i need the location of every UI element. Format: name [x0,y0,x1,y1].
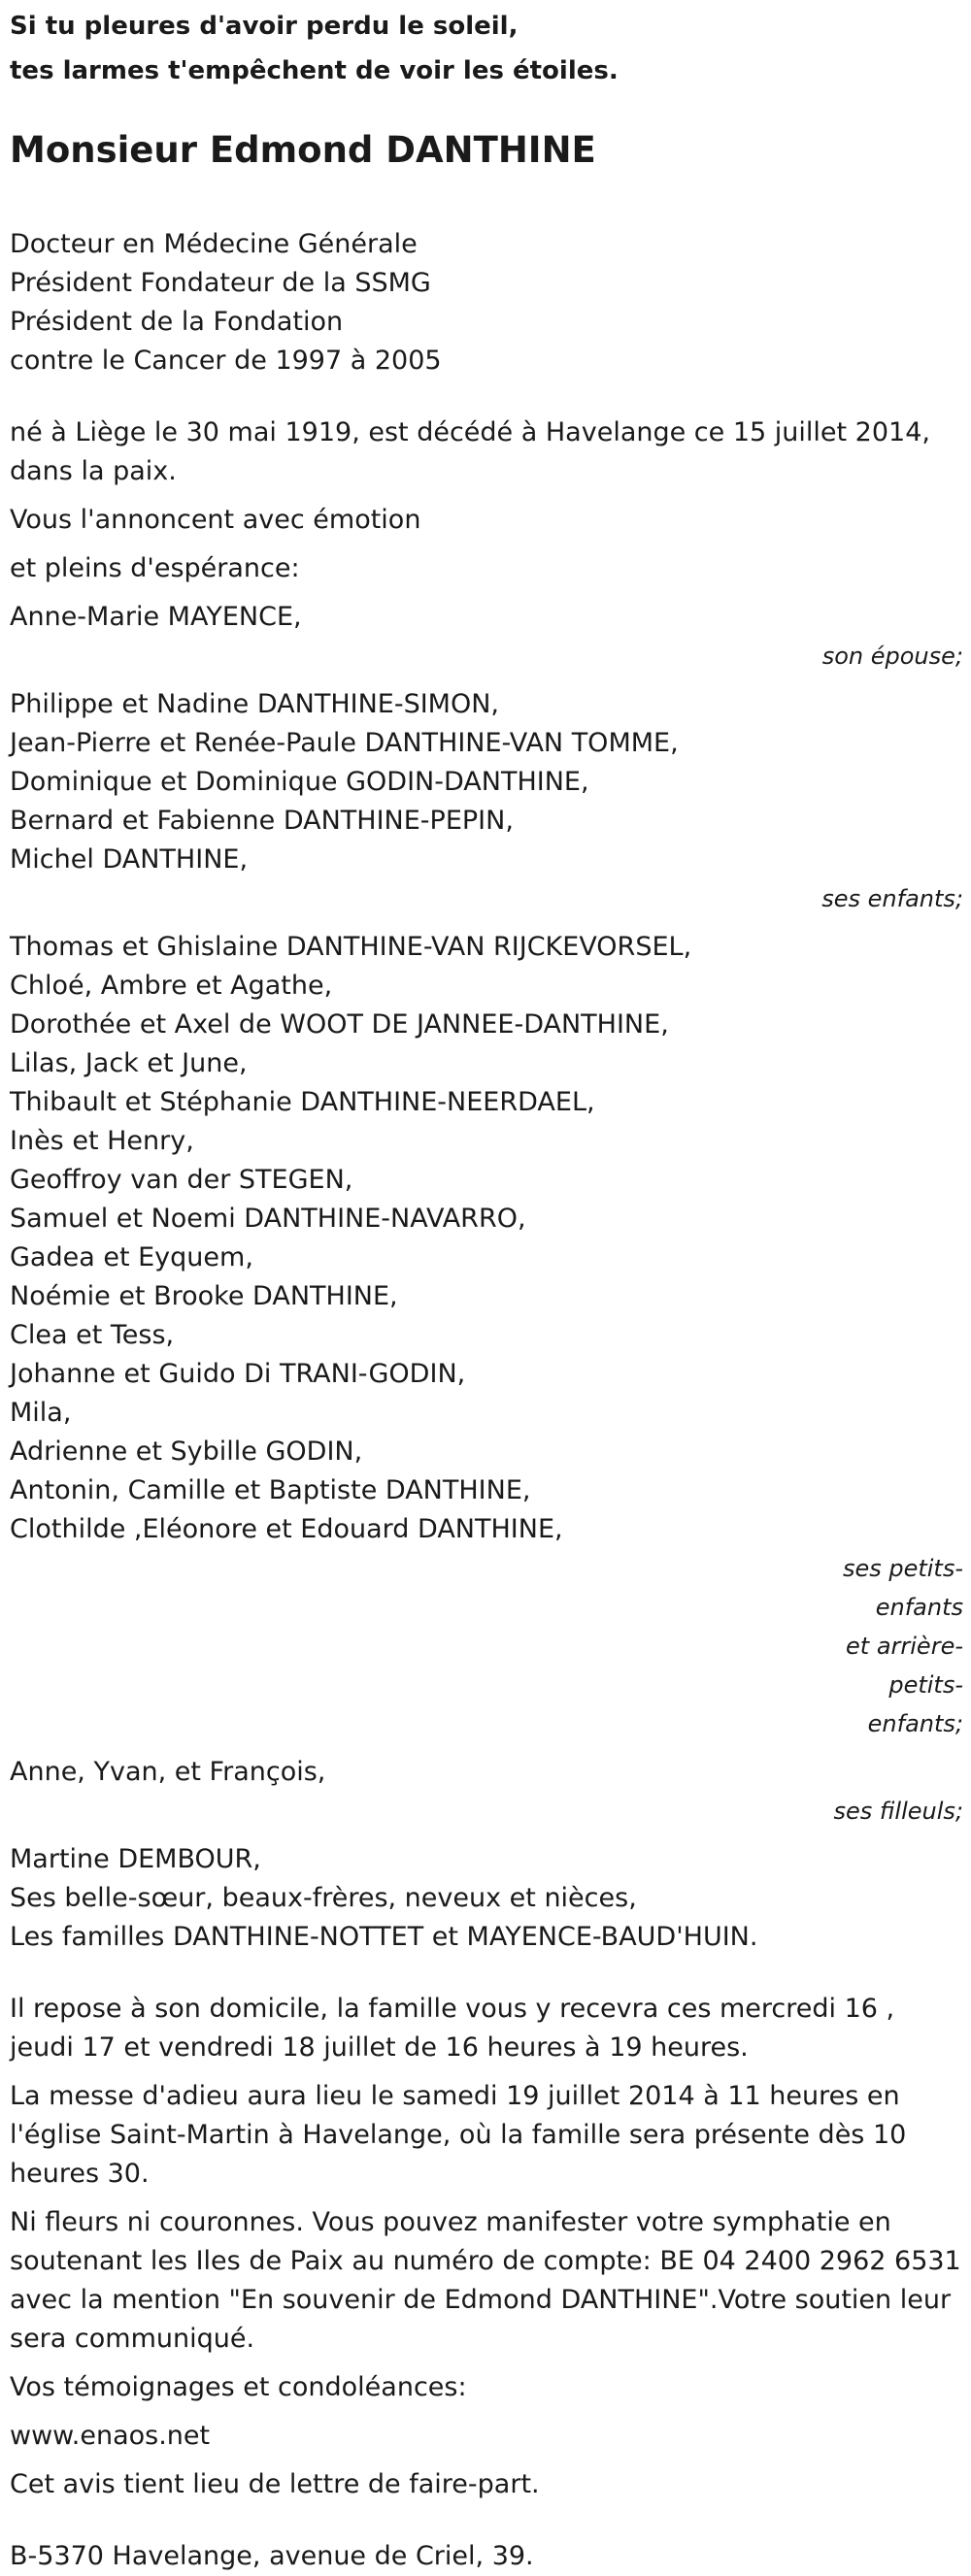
family-member: Michel DANTHINE, [10,844,249,875]
family-member: Bernard et Fabienne DANTHINE-PEPIN, [10,806,514,836]
announce-line-2: et pleins d'espérance: [10,553,300,583]
family-member: Geoffroy van der STEGEN, [10,1165,353,1195]
relation-label-line: ses petits-enfants [842,1555,963,1621]
family-member: Chloé, Ambre et Agathe, [10,971,333,1001]
relation-label: son épouse; [821,643,963,670]
relation-label-line: et arrière-petits- [846,1633,963,1699]
funeral-mass-info: La messe d'adieu aura lieu le samedi 19 juillet 2014 à 11 heures en l'église Saint-Martin à Havelange, où la famille sera présente dès 10 heures 30. [10,2081,907,2189]
godchildren-group [10,1753,963,1831]
family-member: Dominique et Dominique GODIN-DANTHINE, [10,767,589,797]
relation-label: ses enfants; [821,885,963,912]
other-relatives [10,1840,963,1957]
family-member: Dorothée et Axel de WOOT DE JANNEE-DANTHINE, [10,1009,669,1040]
website-link[interactable]: www.enaos.net [10,2421,211,2451]
family-member: Anne, Yvan, et François, [10,1757,326,1787]
epigraph-line-2: tes larmes t'empêchent de voir les étoiles. [10,56,619,85]
family-member: Clothilde ,Eléonore et Edouard DANTHINE, [10,1514,563,1544]
family-member: Antonin, Camille et Baptiste DANTHINE, [10,1475,531,1505]
family-member: Anne-Marie MAYENCE, [10,602,302,632]
epigraph-line-1: Si tu pleures d'avoir perdu le soleil, [10,12,519,41]
title-line: contre le Cancer de 1997 à 2005 [10,346,442,376]
birth-death-statement: né à Liège le 30 mai 1919, est décédé à Havelange ce 15 juillet 2014, dans la paix. [10,417,930,486]
family-member: Mila, [10,1398,72,1428]
relation-label: ses filleuls; [833,1798,963,1825]
family-member: Clea et Tess, [10,1320,175,1350]
family-member: Gadea et Eyquem, [10,1242,253,1272]
family-member: Samuel et Noemi DANTHINE-NAVARRO, [10,1204,526,1234]
family-member: Johanne et Guido Di TRANI-GODIN, [10,1359,466,1389]
family-member: Martine DEMBOUR, [10,1844,261,1874]
family-member: Jean-Pierre et Renée-Paule DANTHINE-VAN TOMME, [10,728,679,758]
family-member: Adrienne et Sybille GODIN, [10,1437,363,1467]
family-member: Ses belle-sœur, beaux-frères, neveux et nièces, [10,1883,637,1913]
deceased-titles [10,225,963,380]
title-line: Docteur en Médecine Générale [10,229,418,259]
family-member: Thibault et Stéphanie DANTHINE-NEERDAEL, [10,1087,595,1117]
obituary-notice [10,0,963,2576]
address: B-5370 Havelange, avenue de Criel, 39. [10,2541,534,2571]
grandchildren-group [10,928,963,1743]
relation-label-line: enfants; [867,1710,963,1737]
family-member: Noémie et Brooke DANTHINE, [10,1281,398,1311]
title-line: Président Fondateur de la SSMG [10,268,431,298]
relation-label [784,1549,963,1743]
children-group [10,685,963,918]
family-member: Lilas, Jack et June, [10,1048,248,1078]
spouse-group [10,598,963,676]
family-member: Les familles DANTHINE-NOTTET et MAYENCE-BAUD'HUIN. [10,1922,758,1952]
faire-part-note: Cet avis tient lieu de lettre de faire-part. [10,2469,540,2499]
condolences-label: Vos témoignages et condoléances: [10,2372,467,2402]
family-member: Thomas et Ghislaine DANTHINE-VAN RIJCKEVORSEL, [10,932,692,962]
donation-info: Ni fleurs ni couronnes. Vous pouvez manifester votre symphatie en soutenant les Iles de Paix au numéro de compte: BE 04 2400 2962 6531 avec la mention "En souvenir de Edmond DANTHINE".Votre soutien leur sera communiqué. [10,2207,961,2354]
announce-line-1: Vous l'annoncent avec émotion [10,505,421,535]
family-member: Inès et Henry, [10,1126,194,1156]
title-line: Président de la Fondation [10,307,344,337]
family-member: Philippe et Nadine DANTHINE-SIMON, [10,689,500,719]
deceased-name: Monsieur Edmond DANTHINE [10,129,596,171]
visitation-info: Il repose à son domicile, la famille vous y recevra ces mercredi 16 , jeudi 17 et vendredi 18 juillet de 16 heures à 19 heures. [10,1994,895,2063]
